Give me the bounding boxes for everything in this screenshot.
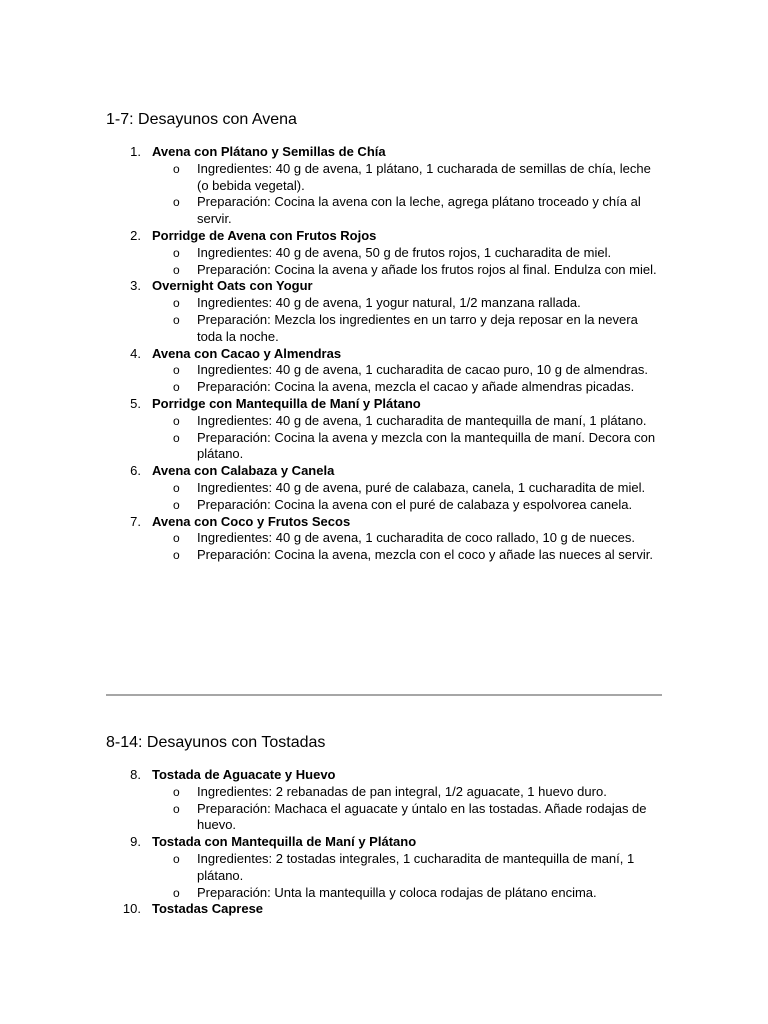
ingredients-text: Ingredientes: 40 g de avena, 1 plátano, 1 cucharada de semillas de chía, leche (o bebida vegetal). [197,160,651,193]
recipe-number: 9. [130,834,141,850]
bullet-icon: o [173,161,180,176]
bullet-icon: o [173,245,180,260]
recipe-details [0,362,768,396]
ingredients-text: Ingredientes: 40 g de avena, puré de calabaza, canela, 1 cucharadita de miel. [197,479,646,495]
preparation-text: Preparación: Mezcla los ingredientes en un tarro y deja reposar en la nevera toda la noche. [197,311,638,344]
recipe-details [0,245,768,279]
recipe-ingredients [0,851,662,885]
preparation-text: Preparación: Cocina la avena con el puré de calabaza y espolvorea canela. [197,496,633,512]
recipe-name: Porridge de Avena con Frutos Rojos [152,227,377,243]
recipe-ingredients [0,362,662,379]
recipe-preparation [0,194,662,228]
recipe-preparation [0,379,662,396]
ingredients-text: Ingredientes: 40 g de avena, 50 g de frutos rojos, 1 cucharadita de miel. [197,244,612,260]
preparation-text: Preparación: Cocina la avena y mezcla con la mantequilla de maní. Decora con plátano. [197,429,656,462]
bullet-icon: o [173,531,180,546]
recipe-ingredients [0,530,662,547]
bullet-icon: o [173,195,180,210]
ingredients-text: Ingredientes: 40 g de avena, 1 cucharadita de coco rallado, 10 g de nueces. [197,530,635,546]
recipe-number: 2. [130,227,141,243]
recipe-number: 3. [130,278,141,294]
recipe-ingredients [0,245,662,262]
recipe-name: Avena con Coco y Frutos Secos [152,513,351,529]
ingredients-text: Ingredientes: 2 tostadas integrales, 1 cucharadita de mantequilla de maní, 1 plátano. [197,850,635,883]
bullet-icon: o [173,262,180,277]
bullet-icon: o [173,801,180,816]
recipe-name: Avena con Calabaza y Canela [152,463,335,479]
recipe-details [0,480,768,514]
recipe-item [0,396,768,463]
ingredients-text: Ingredientes: 40 g de avena, 1 cucharadita de cacao puro, 10 g de almendras. [197,362,648,378]
recipe-item [0,514,768,564]
recipe-item [0,346,768,396]
bullet-icon: o [173,480,180,495]
recipe-ingredients [0,295,662,312]
ingredients-text: Ingredientes: 40 g de avena, 1 cucharadita de mantequilla de maní, 1 plátano. [197,412,647,428]
bullet-icon: o [173,413,180,428]
bullet-icon: o [173,430,180,445]
section-title: 1-7: Desayunos con Avena [106,111,297,128]
recipe-name: Avena con Cacao y Almendras [152,345,342,361]
preparation-text: Preparación: Cocina la avena y añade los frutos rojos al final. Endulza con miel. [197,261,657,277]
recipe-number: 6. [130,463,141,479]
preparation-text: Preparación: Cocina la avena con la leche, agrega plátano troceado y chía al servir. [197,194,641,227]
recipe-name: Overnight Oats con Yogur [152,278,313,294]
recipe-number: 7. [130,513,141,529]
recipe-details [0,851,768,901]
ingredients-text: Ingredientes: 40 g de avena, 1 yogur natural, 1/2 manzana rallada. [197,295,581,311]
recipe-preparation [0,885,662,902]
recipe-item [0,228,768,278]
recipe-details [0,295,768,345]
recipe-list [0,144,768,564]
recipe-name: Avena con Plátano y Semillas de Chía [152,144,386,159]
recipe-preparation [0,497,662,514]
recipe-list [0,767,768,918]
recipe-item [0,834,768,901]
recipe-details [0,413,768,463]
recipe-preparation [0,547,662,564]
section-divider [106,694,662,696]
recipe-item [0,144,768,228]
recipe-item [0,901,768,918]
recipe-details [0,530,768,564]
recipe-item [0,767,768,834]
bullet-icon: o [173,497,180,512]
bullet-icon: o [173,363,180,378]
recipe-preparation [0,312,662,346]
recipe-number: 8. [130,767,141,782]
preparation-text: Preparación: Machaca el aguacate y úntalo en las tostadas. Añade rodajas de huevo. [197,800,647,833]
section-title: 8-14: Desayunos con Tostadas [106,734,326,751]
recipe-number: 5. [130,395,141,411]
recipe-number: 1. [130,144,141,159]
bullet-icon: o [173,312,180,327]
recipe-preparation [0,801,662,835]
recipe-ingredients [0,161,662,195]
recipe-name: Tostada de Aguacate y Huevo [152,767,336,782]
ingredients-text: Ingredientes: 2 rebanadas de pan integral, 1/2 aguacate, 1 huevo duro. [197,783,607,799]
recipe-ingredients [0,413,662,430]
recipe-ingredients [0,480,662,497]
bullet-icon: o [173,548,180,563]
recipe-item [0,463,768,513]
bullet-icon: o [173,784,180,799]
recipe-number: 4. [130,345,141,361]
preparation-text: Preparación: Unta la mantequilla y coloca rodajas de plátano encima. [197,884,597,900]
recipe-number: 10. [122,901,141,917]
recipe-details [0,784,768,834]
preparation-text: Preparación: Cocina la avena, mezcla el cacao y añade almendras picadas. [197,379,635,395]
bullet-icon: o [173,296,180,311]
recipe-ingredients [0,784,662,801]
recipe-name: Porridge con Mantequilla de Maní y Plátano [152,395,421,411]
bullet-icon: o [173,885,180,900]
preparation-text: Preparación: Cocina la avena, mezcla con el coco y añade las nueces al servir. [197,547,653,563]
bullet-icon: o [173,380,180,395]
recipe-item [0,278,768,345]
recipe-name: Tostada con Mantequilla de Maní y Plátano [152,834,417,850]
recipe-name: Tostadas Caprese [152,901,264,917]
recipe-preparation [0,262,662,279]
recipe-details [0,161,768,228]
recipe-preparation [0,430,662,464]
bullet-icon: o [173,851,180,866]
